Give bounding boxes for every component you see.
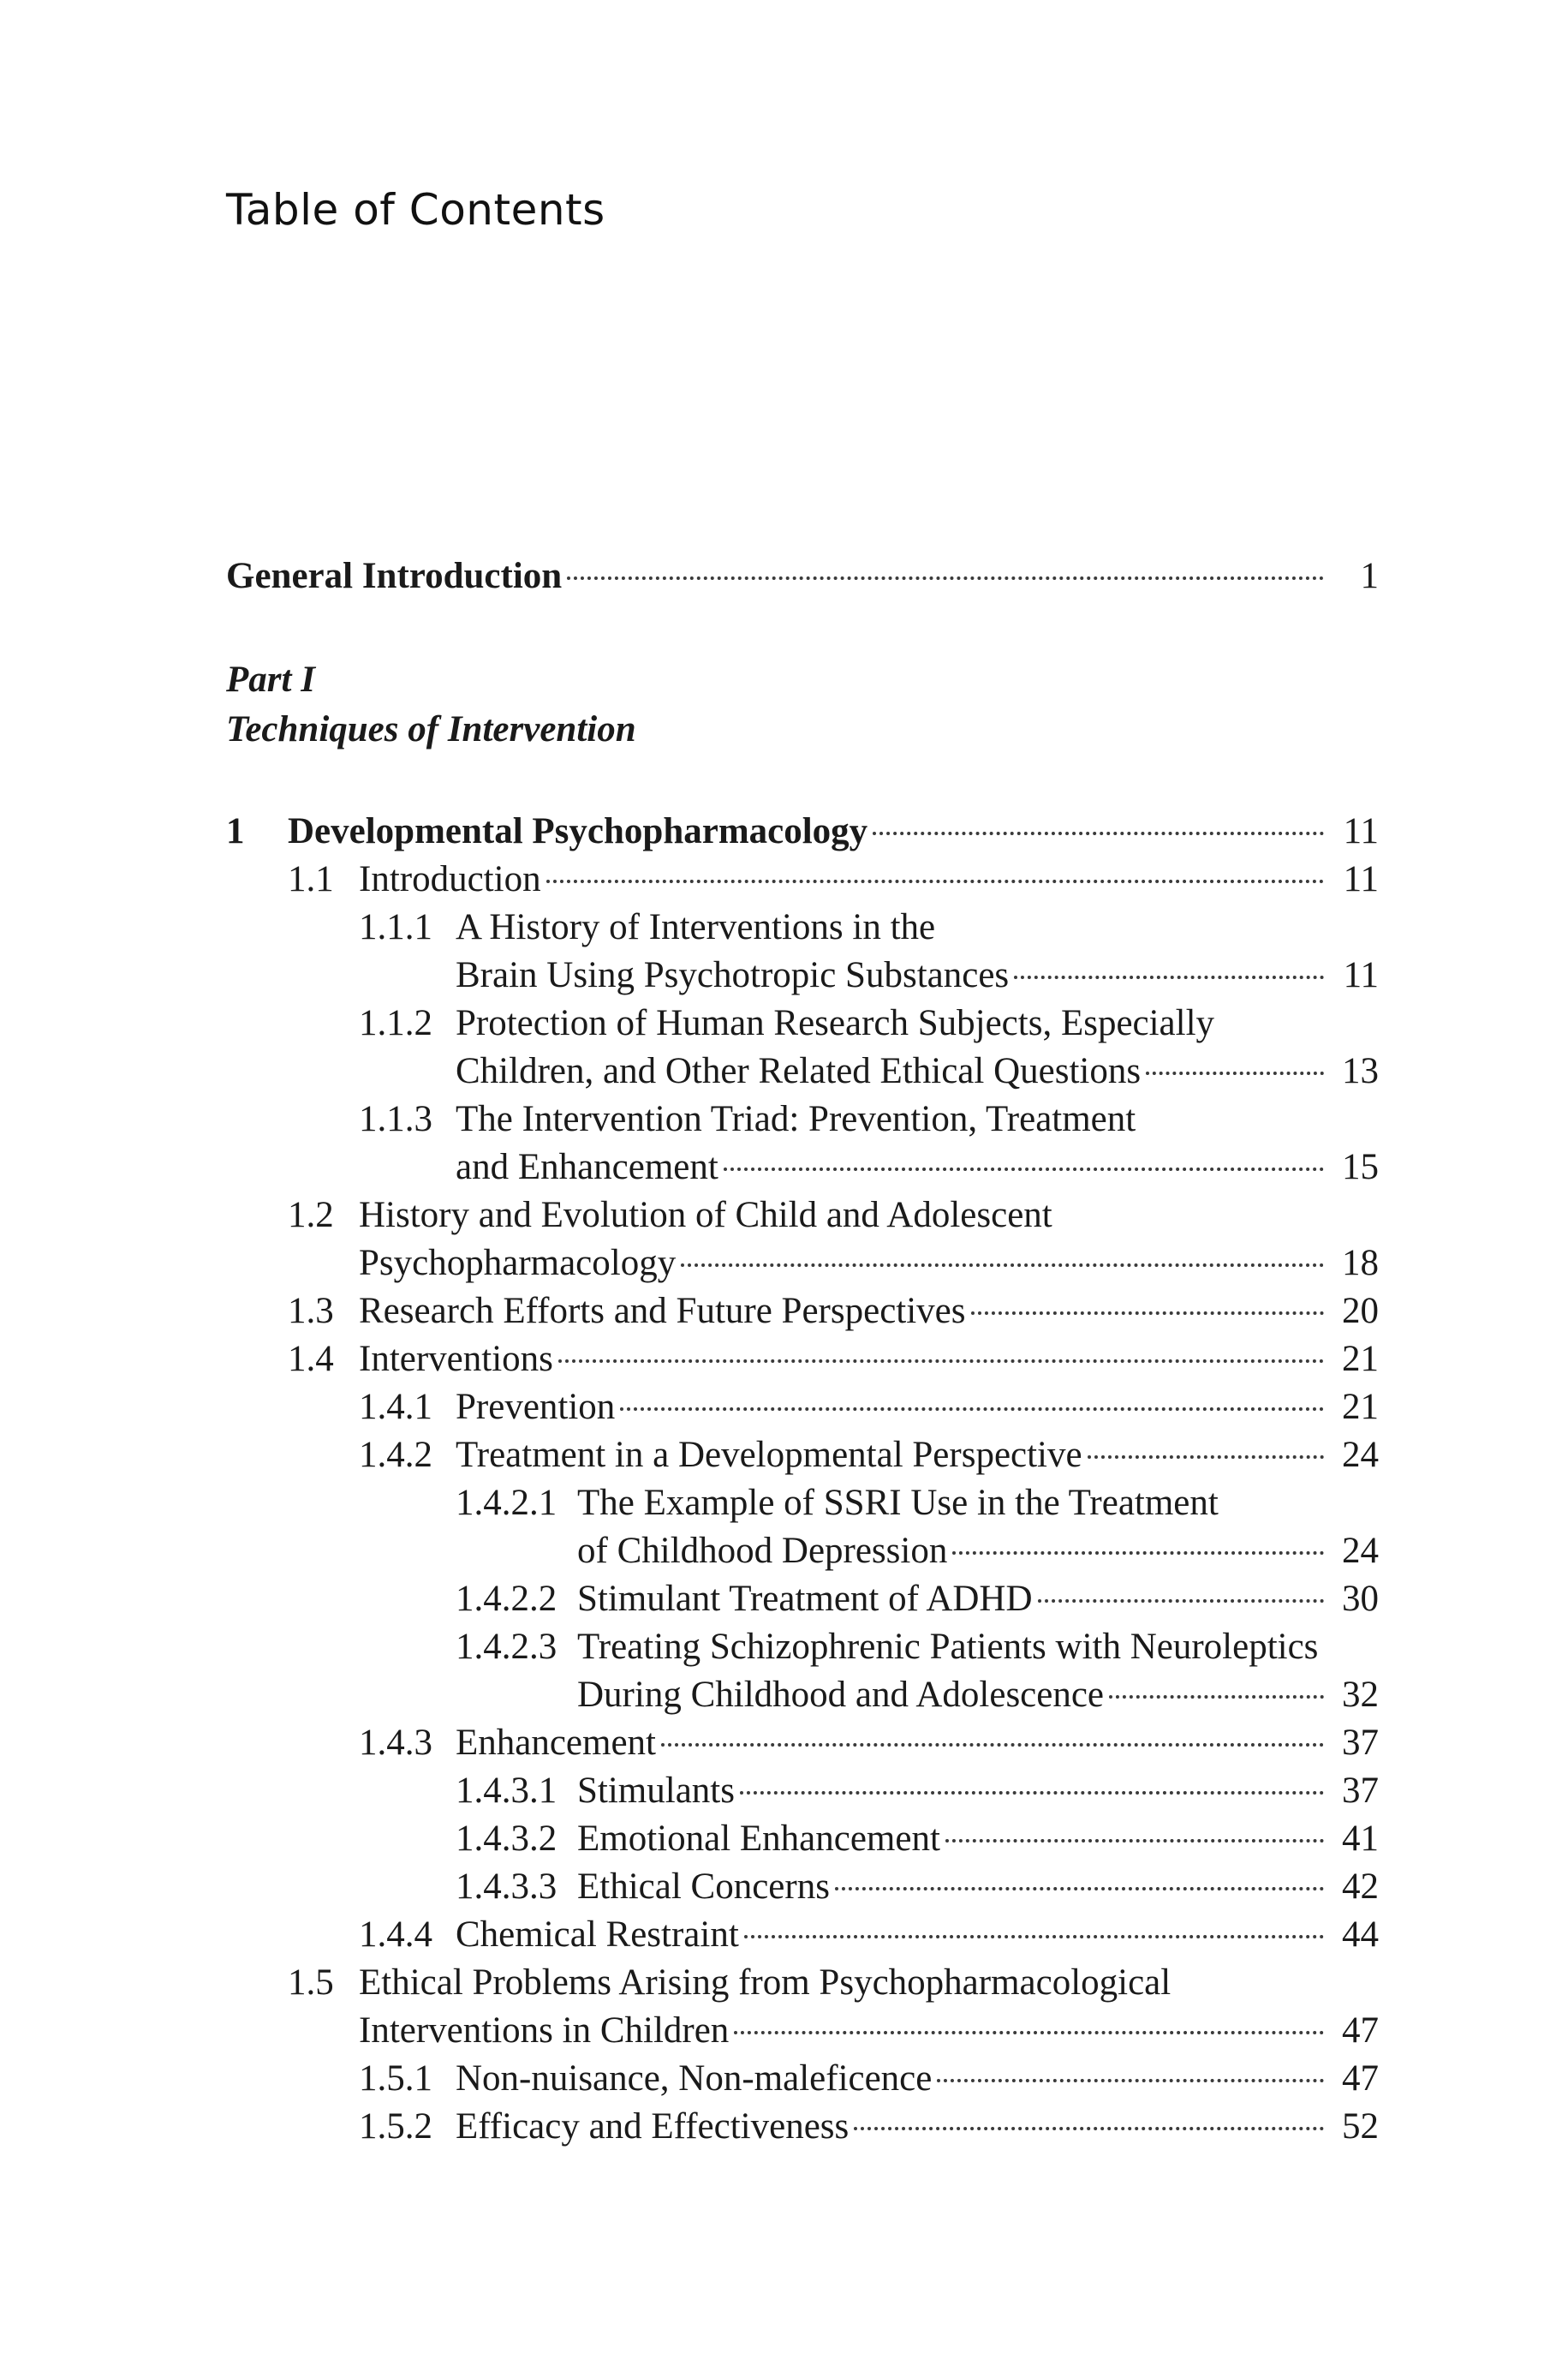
toc-entry[interactable] (226, 1863, 1379, 1911)
toc-page-number: 1 (1360, 556, 1379, 596)
toc-entry-label: Protection of Human Research Subjects, Especially (456, 1003, 1215, 1043)
toc-page-number: 11 (1343, 955, 1379, 995)
toc-section-number: 1.5.1 (359, 2058, 432, 2099)
leader-dots (681, 1263, 1324, 1267)
toc-section-number: 1.4.2 (359, 1435, 432, 1475)
leader-dots (740, 1791, 1324, 1795)
toc-page-number: 13 (1342, 1051, 1379, 1091)
toc-entry-label: Emotional Enhancement (577, 1819, 940, 1859)
toc-entry-label: of Childhood Depression (577, 1531, 948, 1571)
toc-section-number: 1.4.3.1 (456, 1771, 557, 1811)
toc-section-number: 1.4.2.3 (456, 1627, 557, 1667)
leader-dots (724, 1168, 1324, 1171)
toc-entry[interactable] (226, 1335, 1379, 1383)
toc-section-number: 1.4.4 (359, 1914, 432, 1955)
toc-chapter-number: 1 (226, 811, 245, 851)
part-title: Techniques of Intervention (226, 709, 636, 750)
leader-dots (744, 1935, 1324, 1938)
leader-dots (937, 2079, 1324, 2082)
leader-dots (734, 2031, 1324, 2034)
toc-entry-label: Ethical Concerns (577, 1866, 830, 1907)
toc-section-number: 1.5 (288, 1962, 334, 2003)
leader-dots (558, 1359, 1324, 1363)
toc-entry-general-introduction[interactable] (226, 552, 1379, 600)
leader-dots (835, 1887, 1324, 1890)
toc-entry-label: Research Efforts and Future Perspectives (359, 1291, 966, 1331)
toc-page-number: 15 (1342, 1147, 1379, 1187)
toc-page-number: 37 (1342, 1723, 1379, 1763)
toc-section-number: 1.1.1 (359, 907, 432, 947)
toc-entry[interactable] (226, 2103, 1379, 2151)
toc-entry-label: Ethical Problems Arising from Psychopharmacological (359, 1962, 1172, 2003)
toc-entry-label: Developmental Psychopharmacology (288, 811, 868, 851)
toc-entry[interactable] (226, 1575, 1379, 1623)
toc-page-number: 11 (1343, 859, 1379, 899)
toc-page-number: 47 (1342, 2058, 1379, 2099)
leader-dots (620, 1407, 1324, 1411)
toc-entry[interactable] (226, 1191, 1379, 1287)
toc-entry-label: History and Evolution of Child and Adolescent (359, 1195, 1052, 1235)
toc-page-number: 44 (1342, 1914, 1379, 1955)
leader-dots (1146, 1072, 1324, 1075)
toc-section-number: 1.4.3.3 (456, 1866, 557, 1907)
toc-entry-chapter-1[interactable] (226, 808, 1379, 856)
toc-entry[interactable] (226, 2055, 1379, 2103)
toc-entry-label: Treating Schizophrenic Patients with Neuroleptics (577, 1627, 1319, 1667)
toc-entry[interactable] (226, 1815, 1379, 1863)
toc-entry[interactable] (226, 1479, 1379, 1575)
toc-section-number: 1.5.2 (359, 2106, 432, 2147)
toc-page-number: 24 (1342, 1531, 1379, 1571)
leader-dots (952, 1551, 1324, 1555)
toc-entry-label: Stimulant Treatment of ADHD (577, 1579, 1033, 1619)
toc-entry[interactable] (226, 1767, 1379, 1815)
toc-entry-label: Efficacy and Effectiveness (456, 2106, 850, 2147)
toc-section-number: 1.4 (288, 1339, 334, 1379)
toc-entry-label: Interventions in Children (359, 2010, 730, 2051)
toc-section-number: 1.4.1 (359, 1387, 432, 1427)
toc-entry[interactable] (226, 904, 1379, 1000)
toc-entry[interactable] (226, 1287, 1379, 1335)
toc-page-number: 37 (1342, 1771, 1379, 1811)
toc-entry-label: Enhancement (456, 1723, 657, 1763)
toc-entry[interactable] (226, 1383, 1379, 1431)
toc-section-number: 1.1.2 (359, 1003, 432, 1043)
toc-section-number: 1.4.3.2 (456, 1819, 557, 1859)
leader-dots (1088, 1455, 1324, 1459)
toc-entry-label: Chemical Restraint (456, 1914, 739, 1955)
part-heading (226, 655, 1379, 755)
toc-entry[interactable] (226, 856, 1379, 904)
toc-section-number: 1.3 (288, 1291, 334, 1331)
toc-entry-label: General Introduction (226, 556, 563, 596)
toc-entry[interactable] (226, 1623, 1379, 1719)
table-of-contents (226, 552, 1379, 2151)
leader-dots (567, 576, 1324, 580)
leader-dots (661, 1743, 1324, 1747)
toc-entry-label: A History of Interventions in the (456, 907, 936, 947)
toc-page-number: 21 (1342, 1387, 1379, 1427)
toc-entry-label: Non-nuisance, Non-maleficence (456, 2058, 933, 2099)
toc-entry-label: Prevention (456, 1387, 616, 1427)
toc-entry-label: Psychopharmacology (359, 1243, 677, 1283)
toc-page-number: 32 (1342, 1675, 1379, 1715)
toc-entry-label: The Example of SSRI Use in the Treatment (577, 1483, 1219, 1523)
toc-page-number: 21 (1342, 1339, 1379, 1379)
toc-entry-label: The Intervention Triad: Prevention, Treatment (456, 1099, 1136, 1139)
toc-section-number: 1.2 (288, 1195, 334, 1235)
leader-dots (1038, 1599, 1324, 1603)
leader-dots (945, 1839, 1324, 1842)
leader-dots (854, 2127, 1324, 2130)
toc-section-number: 1.4.2.2 (456, 1579, 557, 1619)
toc-page-number: 41 (1342, 1819, 1379, 1859)
toc-entry[interactable] (226, 1431, 1379, 1479)
toc-entry-label: Treatment in a Developmental Perspective (456, 1435, 1082, 1475)
toc-page-number: 18 (1342, 1243, 1379, 1283)
toc-page-number: 42 (1342, 1866, 1379, 1907)
leader-dots (1014, 976, 1324, 979)
toc-section-number: 1.4.2.1 (456, 1483, 557, 1523)
toc-page-number: 47 (1342, 2010, 1379, 2051)
leader-dots (873, 832, 1324, 835)
toc-page-number: 11 (1343, 811, 1379, 851)
toc-page-number: 52 (1342, 2106, 1379, 2147)
toc-entry-label: Brain Using Psychotropic Substances (456, 955, 1010, 995)
toc-entry[interactable] (226, 1959, 1379, 2055)
leader-dots (971, 1311, 1325, 1315)
toc-entry-label: and Enhancement (456, 1147, 718, 1187)
toc-entry-label: Children, and Other Related Ethical Questions (456, 1051, 1142, 1091)
toc-section-number: 1.1 (288, 859, 334, 899)
toc-page-number: 24 (1342, 1435, 1379, 1475)
part-label: Part I (226, 660, 315, 700)
leader-dots (1109, 1695, 1324, 1699)
toc-entry[interactable] (226, 1000, 1379, 1096)
toc-page-number: 30 (1342, 1579, 1379, 1619)
toc-section-list (226, 856, 1379, 2151)
page-title: Table of Contents (226, 185, 605, 235)
toc-entry[interactable] (226, 1911, 1379, 1959)
toc-entry[interactable] (226, 1096, 1379, 1191)
toc-entry-label: Interventions (359, 1339, 553, 1379)
toc-entry-label: Stimulants (577, 1771, 735, 1811)
toc-entry-label: Introduction (359, 859, 541, 899)
toc-entry[interactable] (226, 1719, 1379, 1767)
toc-section-number: 1.4.3 (359, 1723, 432, 1763)
toc-entry-label: During Childhood and Adolescence (577, 1675, 1105, 1715)
leader-dots (546, 880, 1324, 883)
toc-section-number: 1.1.3 (359, 1099, 432, 1139)
toc-page-number: 20 (1342, 1291, 1379, 1331)
